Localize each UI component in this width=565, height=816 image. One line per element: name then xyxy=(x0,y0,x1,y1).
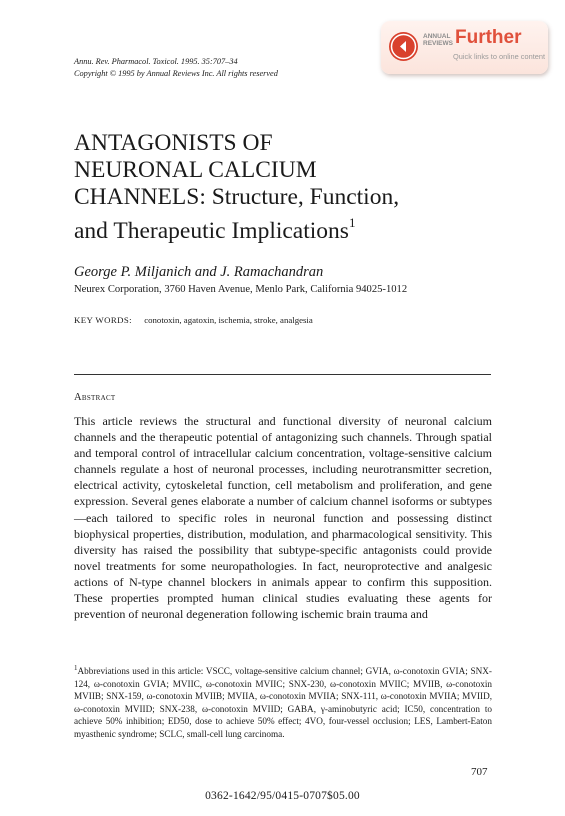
article-title xyxy=(74,130,494,245)
badge-annual-label: ANNUAL xyxy=(423,33,451,40)
keywords xyxy=(74,315,313,325)
article-code: 0362-1642/95/0415-0707$05.00 xyxy=(205,790,360,802)
badge-brand xyxy=(423,33,453,47)
badge-further-label: Further xyxy=(455,27,522,48)
title-footnote-marker[interactable]: 1 xyxy=(348,215,356,230)
authors: George P. Miljanich and J. Ramachandran xyxy=(74,264,324,280)
badge-subtitle: Quick links to online content xyxy=(453,52,546,61)
keywords-label: KEY WORDS: xyxy=(74,315,133,325)
abstract-text: This article reviews the structural and functional diversity of neuronal calcium channels and the therapeutic potential of antagonizing such channels. Through spatial and temporal control of intracellular calcium concentration, voltage-sensitive calcium channels regulate a host of neuronal processes, including neurotransmitter secretion, electrical activity, cytoskeletal function, cell metabolism and proliferation, and gene expression. Several genes elaborate a number of calcium channel isoforms or subtypes—each tailored to specific roles in neuronal function and possessing distinct biophysical properties, distribution, modulation, and pharmacological sensitivity. This diversity has raised the possibility that subtype-specific antagonists could provide novel treatments for some neuropathologies. In fact, neuroprotective and analgesic actions of N-type channel blockers in animals appear to confirm this supposition. These properties prompted human clinical studies evaluating these agents for prevention of neuronal degeneration following ischemic brain trauma and xyxy=(74,414,492,622)
play-arrow-icon xyxy=(389,32,418,61)
badge-reviews-label: REVIEWS xyxy=(423,40,453,47)
title-line: NEURONAL CALCIUM xyxy=(74,157,317,183)
title-line: ANTAGONISTS OF xyxy=(74,130,273,156)
title-line-last xyxy=(74,211,494,245)
footnote xyxy=(74,662,492,741)
affiliation: Neurex Corporation, 3760 Haven Avenue, Menlo Park, California 94025-1012 xyxy=(74,284,408,295)
journal-citation xyxy=(74,56,278,79)
section-divider xyxy=(74,374,491,375)
copyright-line: Copyright © 1995 by Annual Reviews Inc. All rights reserved xyxy=(74,68,278,78)
journal-citation-line: Annu. Rev. Pharmacol. Toxicol. 1995. 35:707–34 xyxy=(74,57,238,66)
page-number: 707 xyxy=(471,766,488,778)
footnote-marker: 1 xyxy=(74,664,78,672)
title-line: CHANNELS: Structure, Function, xyxy=(74,184,400,210)
further-links-badge[interactable] xyxy=(381,21,548,74)
keywords-terms: conotoxin, agatoxin, ischemia, stroke, analgesia xyxy=(144,315,313,325)
footnote-text: Abbreviations used in this article: VSCC, voltage-sensitive calcium channel; GVIA, ω-conotoxin GVIA; SNX-124, ω-conotoxin GVIA; MVIIC, ω-conotoxin MVIIC; SNX-230, ω-conotoxin MVIIC; MVIIB, ω-conotoxin MVIIB; SNX-159, ω-conotoxin MVIIB; MVIIA, ω-conotoxin MVIIA; SNX-111, ω-conotoxin MVIIA; MVIID, ω-conotoxin MVIID; SNX-238, ω-conotoxin MVIID; GABA, γ-aminobutyric acid; IC50, concentration to achieve 50% inhibition; ED50, dose to achieve 50% effect; 4VO, four-vessel occlusion; LES, Lambert-Eaton myasthenic syndrome; SCLC, small-cell lung carcinoma. xyxy=(74,666,492,740)
title-line: and Therapeutic Implications xyxy=(74,217,349,244)
abstract-heading: Abstract xyxy=(74,392,116,403)
